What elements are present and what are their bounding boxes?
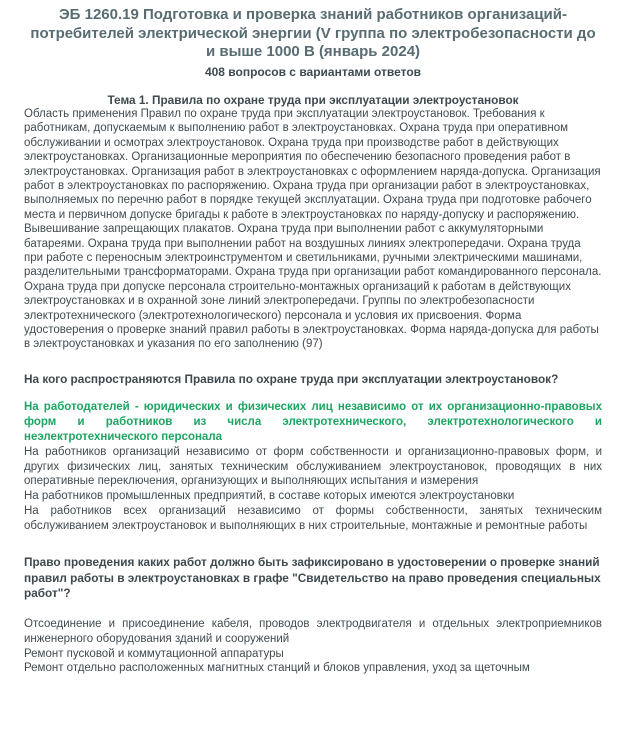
question-1-option-1: На работников организаций независимо от форм собственности и организационно-правовых форм, и других физических лиц, занятых техническим обслуживанием электроустановок, проводящих в них оперативные переключения, организующих и выполняющих испытания и измерения xyxy=(24,445,602,488)
question-block-1 xyxy=(24,372,602,534)
document-title: ЭБ 1260.19 Подготовка и проверка знаний работников организаций-потребителей электрической энергии (V группа по электробезопасности до и выше 1000 В (январь 2024) xyxy=(30,6,596,60)
document-subtitle: 408 вопросов с вариантами ответов xyxy=(204,64,422,79)
question-2-option-1: Отсоединение и присоединение кабеля, проводов электродвигателя и отдельных электроприемников инженерного оборудования зданий и сооружений xyxy=(24,617,602,645)
question-block-2 xyxy=(24,555,602,676)
question-1-option-3: На работников всех организаций независимо от формы собственности, занятых техническим обслуживанием электроустановок и выполняющих в них строительные, монтажные и ремонтные работы xyxy=(24,504,602,532)
question-1-text: На кого распространяются Правила по охране труда при эксплуатации электроустановок? xyxy=(24,371,559,386)
topic-heading: Тема 1. Правила по охране труда при эксплуатации электроустановок xyxy=(107,92,519,107)
question-2-text: Право проведения каких работ должно быть зафиксировано в удостоверении о проверке знаний правил работы в электроустановках в графе "Свидетельство на право проведения специальных работ"? xyxy=(24,555,601,601)
question-2-option-3: Ремонт отдельно расположенных магнитных станций и блоков управления, уход за щеточным xyxy=(24,662,530,675)
topic-description: Область применения Правил по охране труда при эксплуатации электроустановок. Требования к работникам, допускаемым к выполнению работ в электроустановках. Охрана труда при оперативном обслуживании и осмотрах электроустановок. Охрана труда при производстве работ в действующих электроустановках. Организационные мероприятия по обеспечению безопасного проведения работ в электроустановках. Организация работ в электроустановках с оформлением наряда-допуска. Организация работ в электроустановках по распоряжению. Охрана труда при организации работ в электроустановках, выполняемых по перечню работ в порядке текущей эксплуатации. Охрана труда при подготовке рабочего места и первичном допуске бригады к работе в электроустановках по наряду-допуску и распоряжению. Вывешивание запрещающих плакатов. Охрана труда при выполнении работ с аккумуляторными батареями. Охрана труда при выполнении работ на воздушных линиях электропередачи. Охрана труда при работе с переносным электроинструментом и светильниками, ручными электрическими машинами, разделительными трансформаторами. Охрана труда при организации работ командированного персонала. Охрана труда при допуске персонала строительно-монтажных организаций к работам в действующих электроустановках и в охранной зоне линий электропередачи. Группы по электробезопасности электротехнического (электротехнологического) персонала и условия их присвоения. Форма удостоверения о проверке знаний правил работы в электроустановках. Форма наряда-допуска для работы в электроустановках и указания по его заполнению (97) xyxy=(24,107,602,351)
question-1-correct-answer: На работодателей - юридических и физических лиц независимо от их организационно-правовых форм и работников из числа электротехнического, электротехнологического и неэлектротехнического персонала xyxy=(24,401,602,443)
question-1-option-2: На работников промышленных предприятий, в составе которых имеются электроустановки xyxy=(24,490,515,503)
question-2-option-2: Ремонт пусковой и коммутационной аппаратуры xyxy=(24,647,284,660)
